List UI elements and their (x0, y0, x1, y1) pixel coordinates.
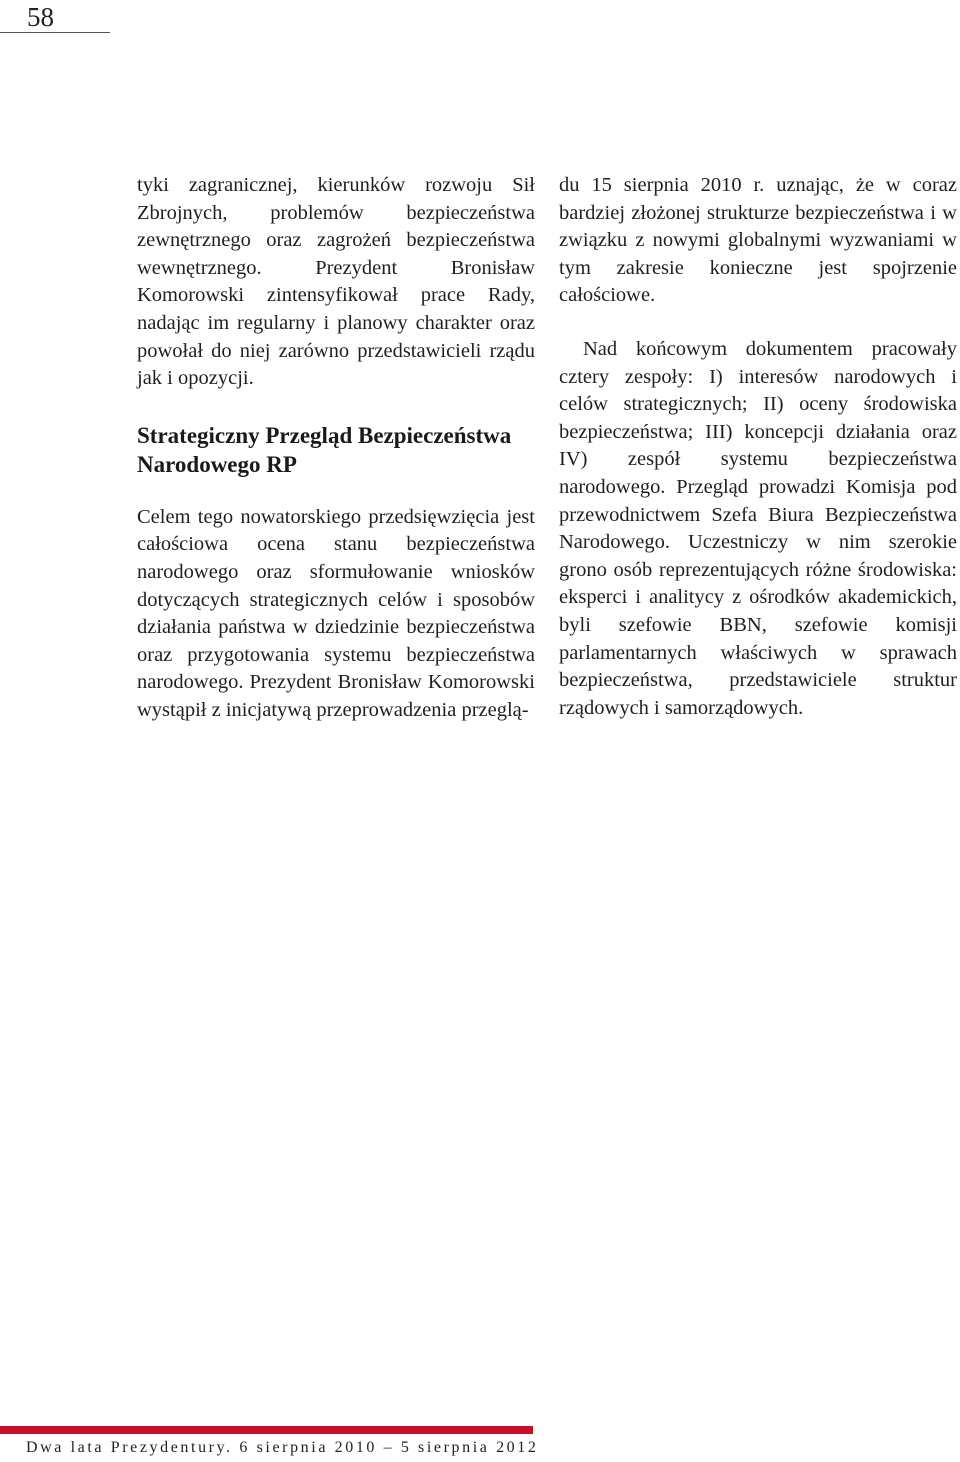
page-number: 58 (27, 2, 54, 32)
intro-paragraph: tyki zagranicznej, kierunków rozwoju Sił Zbrojnych, problemów bezpieczeństwa zewnętrznego oraz zagrożeń bezpieczeństwa wewnętrznego. Prezydent Bronisław Komorowski zintensyfikował prace Rady, nadając im regularny i planowy charakter oraz powołał do niej zarówno przedstawicieli rządu jak i opozycji. (137, 174, 535, 390)
left-column (137, 172, 535, 725)
second-paragraph: Nad końcowym dokumentem pracowały cztery zespoły: I) interesów narodowych i celów strategicznych; II) oceny środowiska bezpieczeństwa; III) koncepcji działania oraz IV) zespół systemu bezpieczeństwa narodowego. Przegląd prowadzi Komisja pod przewodnictwem Szefa Biura Bezpieczeństwa Narodowego. Uczestniczy w nim szerokie grono osób reprezentujących różne środowiska: eksperci i analitycy z ośrodków akademickich, byli szefowie BBN, szefowie komisji parlamentarnych właściwych w sprawach bezpieczeństwa, przedstawiciele struktur rządowych i samorządowych. (559, 337, 957, 719)
section-paragraph: Celem tego nowatorskiego przedsięwzięcia jest całościowa ocena stanu bezpieczeństwa narodowego oraz sformułowanie wniosków dotyczących strategicznych celów i sposobów działania państwa w dziedzinie bezpieczeństwa oraz przygotowania systemu bezpieczeństwa narodowego. Prezydent Bronisław Komorowski wystąpił z inicjatywą przeprowadzenia przeglą- (137, 505, 535, 721)
page-number-rule (0, 32, 110, 33)
continuation-paragraph: du 15 sierpnia 2010 r. uznając, że w coraz bardziej złożonej strukturze bezpieczeństwa i w związku z nowymi globalnymi wyzwaniami w tym zakresie konieczne jest spojrzenie całościowe. (559, 174, 957, 307)
section-heading: Strategiczny Przegląd Bezpieczeństwa Narodowego RP (137, 422, 512, 477)
footer-accent-bar (0, 1426, 533, 1434)
right-column (559, 172, 957, 722)
footer-running-title: Dwa lata Prezydentury. 6 sierpnia 2010 – 5 sierpnia 2012 (26, 1439, 539, 1456)
